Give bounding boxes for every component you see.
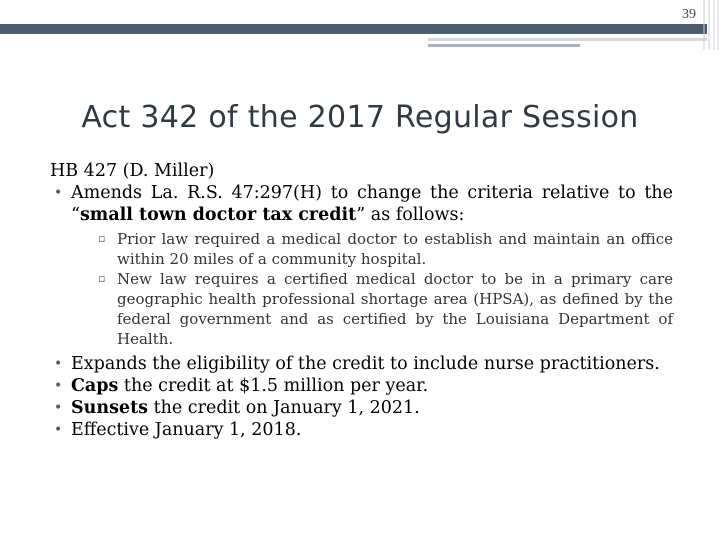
square-bullet-icon: ▫ [98, 232, 106, 245]
list-item [50, 375, 673, 397]
sub-bullet-list [71, 229, 673, 349]
sub-list-item [71, 269, 673, 349]
list-item [50, 397, 673, 419]
top-decorative-thin-bar [428, 44, 580, 47]
bill-label: HB 427 (D. Miller) [50, 161, 215, 181]
slide-number: 39 [682, 7, 696, 22]
bullet-icon: • [54, 422, 63, 438]
bullet-text: Amends La. R.S. 47:297(H) to change the criteria relative to the “ [71, 183, 673, 225]
bullet-bold-text: Caps [71, 376, 119, 396]
list-item [50, 419, 673, 441]
top-decorative-bar [0, 24, 707, 34]
bullet-bold-text: small town doctor tax credit [79, 205, 357, 225]
list-item [50, 353, 673, 375]
corner-decoration [700, 0, 720, 50]
bullet-list [50, 182, 673, 441]
list-item [50, 182, 673, 349]
top-decorative-stripe [428, 38, 707, 41]
sub-bullet-text: Prior law required a medical doctor to establish and maintain an office within 20 miles of a community hospital. [117, 230, 673, 268]
bullet-text-after: the credit at $1.5 million per year. [118, 376, 429, 396]
bullet-icon: • [54, 378, 63, 394]
sub-list-item [71, 229, 673, 269]
bullet-text-after: the credit on January 1, 2021. [148, 398, 420, 418]
slide-content [50, 160, 673, 441]
bullet-text-after: ” as follows: [356, 205, 465, 225]
bullet-icon: • [54, 400, 63, 416]
square-bullet-icon: ▫ [98, 272, 106, 285]
bullet-bold-text: Sunsets [71, 398, 149, 418]
slide-title: Act 342 of the 2017 Regular Session [81, 100, 639, 135]
bullet-icon: • [54, 185, 63, 201]
bullet-icon: • [54, 356, 63, 372]
bullet-text: Effective January 1, 2018. [71, 420, 302, 440]
bullet-text: Expands the eligibility of the credit to include nurse practitioners. [71, 354, 660, 374]
sub-bullet-text: New law requires a certified medical doctor to be in a primary care geographic health professional shortage area (HPSA), as defined by the federal government and as certified by the Louisiana Department of Health. [117, 270, 673, 348]
